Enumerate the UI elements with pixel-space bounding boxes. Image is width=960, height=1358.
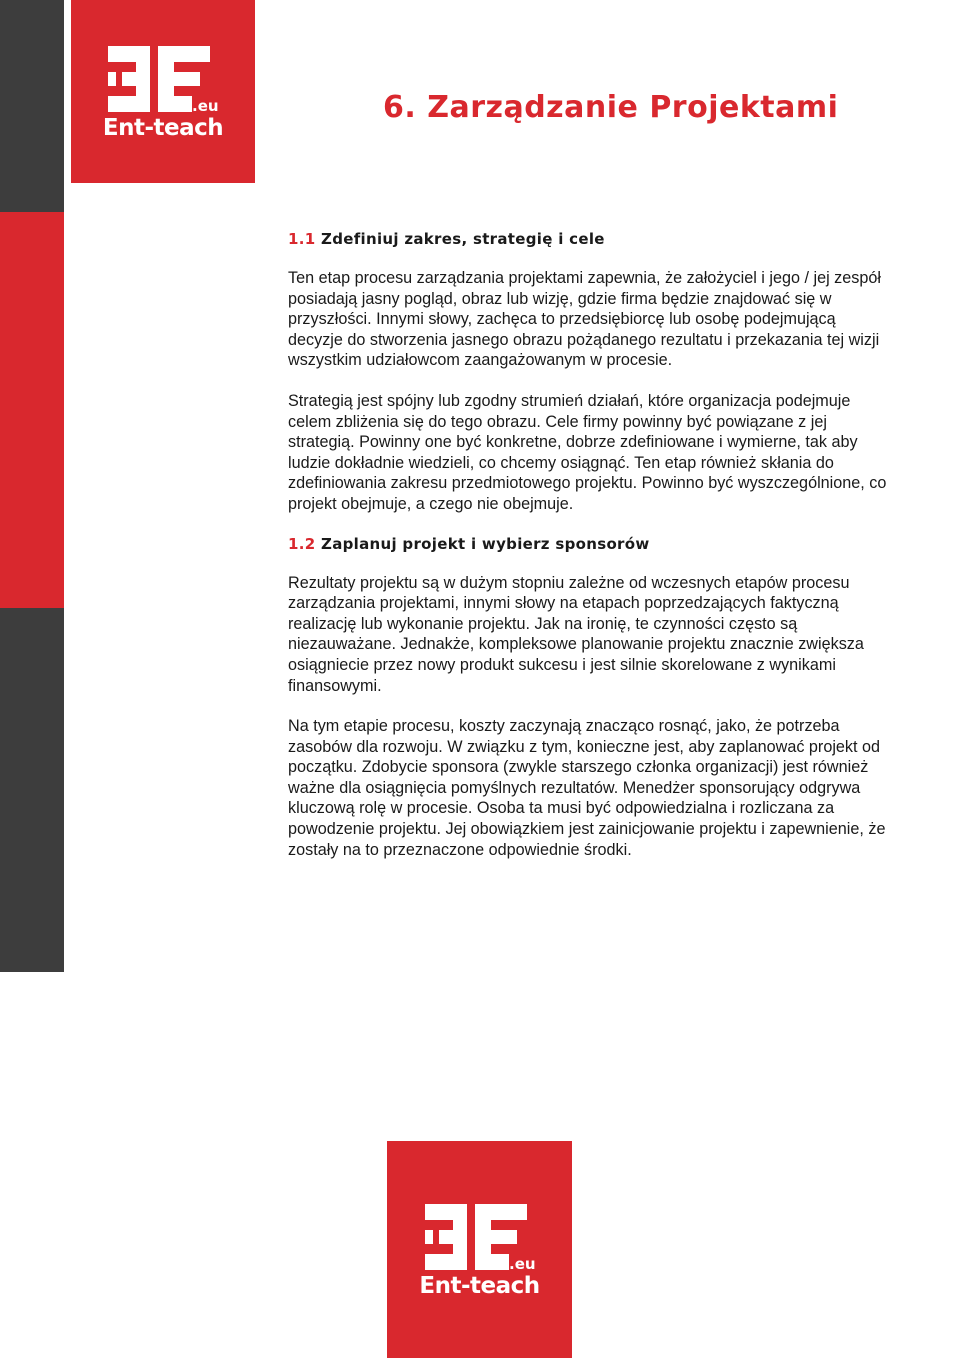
page-title: 6. Zarządzanie Projektami (383, 90, 839, 125)
paragraph: Ten etap procesu zarządzania projektami zapewnia, że założyciel i jego / jej zespół posiadają jasny pogląd, obraz lub wizję, gdzie firma będzie znajdować się w przyszłości. Innymi słowy, zachęca to przedsiębiorcę lub osobę podejmującą decyzje do stworzenia jasnego obrazu pożądanego rezultatu i przekazania tej wizji wszystkim udziałowcom zaangażowanym w procesie. (288, 269, 881, 370)
section-heading-1-1 (288, 230, 888, 248)
paragraph: Na tym etapie procesu, koszty zaczynają znacząco rosnąć, jako, że potrzeba zasobów dla rozwoju. W związku z tym, konieczne jest, aby zaplanować projekt od początku. Zdobycie sponsora (zwykle starszego członka organizacji) jest również ważne dla osiągnięcia pomyślnych rezultatów. Menedżer sponsorujący odgrywa kluczową rolę w procesie. Osoba ta musi być odpowiedzialna i rozliczana za powodzenie projektu. Jej obowiązkiem jest zainicjowanie projektu i zapewnienie, że zostały na to przeznaczone odpowiednie środki. (288, 717, 886, 859)
document-body (288, 230, 888, 880)
section-title: Zaplanuj projekt i wybierz sponsorów (321, 534, 650, 553)
logo-domain: .eu (508, 1255, 536, 1273)
paragraph: Strategią jest spójny lub zgodny strumień działań, które organizacja podejmuje celem zbliżenia się do tego obrazu. Cele firmy powinny być powiązane z jej strategią. Powinny one być konkretne, dobrze zdefiniowane i wymierne, tak aby ludzie dokładnie wiedzieli, co chcemy osiągnąć. Ten etap również skłania do zdefiniowania zakresu przedmiotowego projektu. Powinno być wyszczególnione, co projekt obejmuje, a czego nie obejmuje. (288, 391, 887, 513)
logo-name: Ent-teach (419, 1273, 540, 1299)
section-number: 1.2 (288, 534, 316, 553)
left-bar-dark-bottom (0, 608, 64, 972)
section-heading-1-2 (288, 535, 888, 553)
logo-name: Ent-teach (102, 115, 224, 141)
logo-domain: .eu (192, 97, 219, 115)
logo-bottom (387, 1141, 572, 1358)
logo-3e-mark (417, 1201, 543, 1273)
left-bar-red (0, 212, 64, 608)
left-bar-dark-top (0, 0, 64, 212)
logo-top (71, 0, 255, 183)
section-number: 1.1 (288, 230, 316, 248)
logo-3e-mark (100, 43, 226, 115)
paragraph: Rezultaty projektu są w dużym stopniu zależne od wczesnych etapów procesu zarządzania projektami, innymi słowy na etapach poprzedzających faktyczną realizację lub wykonanie projektu. Jak na ironię, te czynności często są niezauważane. Jednakże, kompleksowe planowanie projektu znacznie zwiększa osiągniecie przez nowy produkt sukcesu i jest silnie skorelowane z wynikami finansowymi. (288, 573, 864, 695)
section-title: Zdefiniuj zakres, strategię i cele (321, 230, 605, 248)
